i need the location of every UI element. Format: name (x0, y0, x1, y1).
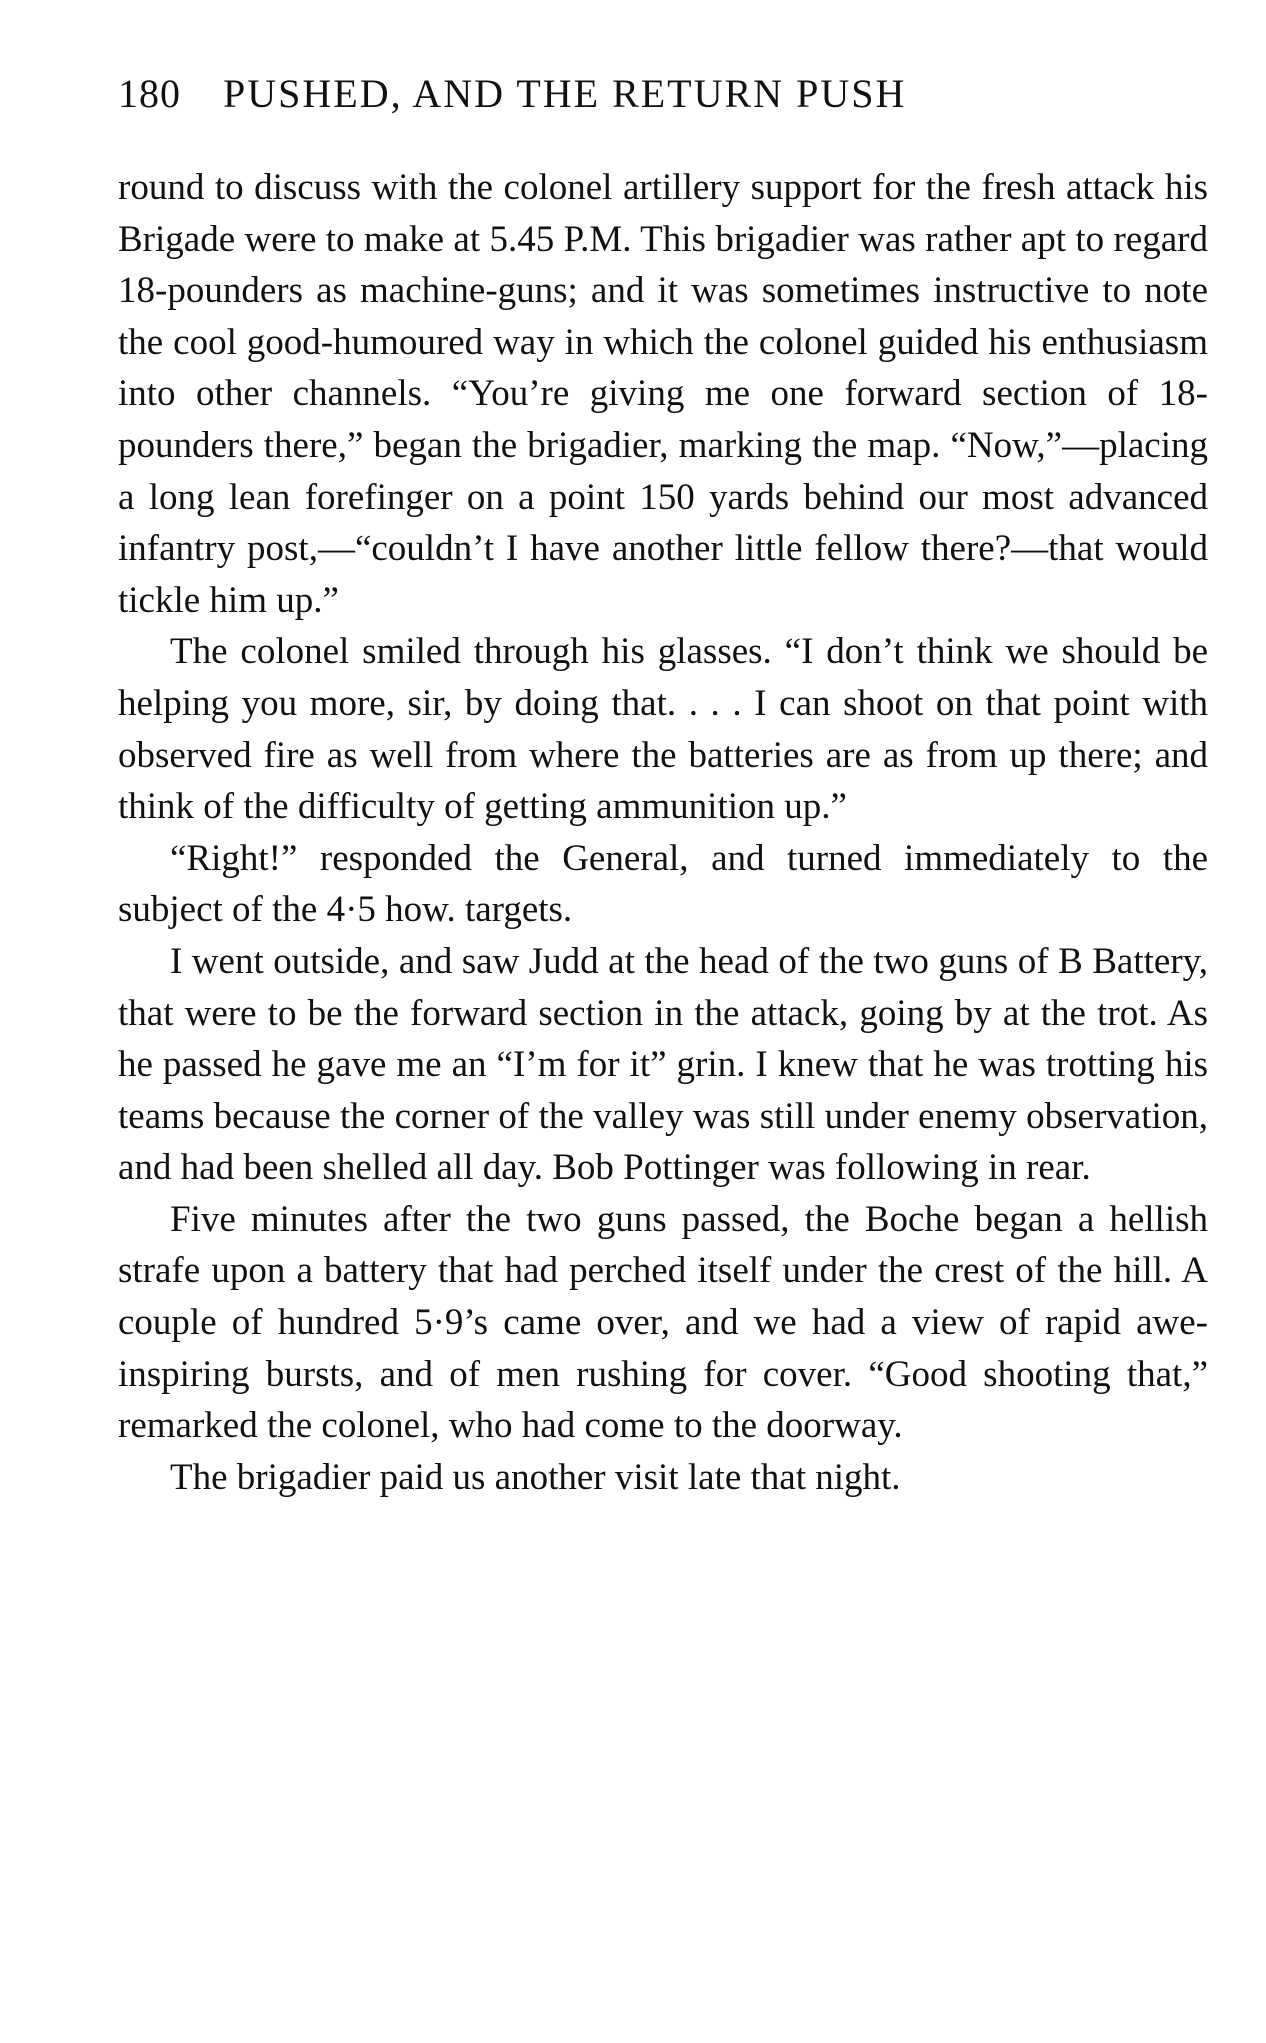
book-page (118, 70, 1208, 1503)
paragraph-1: round to discuss with the colonel artillery support for the fresh attack his Brigade were to make at 5.45 P.M. This brigadier was rather apt to regard 18-pounders as machine-guns; and it was sometimes instructive to note the cool good-humoured way in which the colonel guided his enthusiasm into other channels. “You’re giving me one forward section of 18-pounders there,” began the brigadier, marking the map. “Now,”—placing a long lean forefinger on a point 150 yards behind our most advanced infantry post,—“couldn’t I have another little fellow there?—that would tickle him up.” (118, 167, 1208, 621)
paragraph-2: The colonel smiled through his glasses. “I don’t think we should be helping you more, sir, by doing that. . . . I can shoot on that point with observed fire as well from where the batteries are as from up there; and think of the difficulty of getting ammunition up.” (118, 631, 1208, 828)
paragraph-5: Five minutes after the two guns passed, the Boche began a hellish strafe upon a battery that had perched itself under the crest of the hill. A couple of hundred 5·9’s came over, and we had a view of rapid awe-inspiring bursts, and of men rushing for cover. “Good shooting that,” remarked the colonel, who had come to the doorway. (118, 1198, 1208, 1447)
running-head (118, 70, 1208, 126)
running-head-title: PUSHED, AND THE RETURN PUSH (223, 71, 907, 116)
paragraph-4: I went outside, and saw Judd at the head of the two guns of B Battery, that were to be the forward section in the attack, going by at the trot. As he passed he gave me an “I’m for it” grin. I knew that he was trotting his teams because the corner of the valley was still under enemy observation, and had been shelled all day. Bob Pottinger was following in rear. (118, 940, 1208, 1189)
page-number: 180 (118, 71, 181, 116)
paragraph-3: “Right!” responded the General, and turned immediately to the subject of the 4·5 how. targets. (118, 837, 1208, 931)
paragraph-6: The brigadier paid us another visit late that night. (170, 1456, 901, 1498)
body-text (118, 162, 1208, 1503)
